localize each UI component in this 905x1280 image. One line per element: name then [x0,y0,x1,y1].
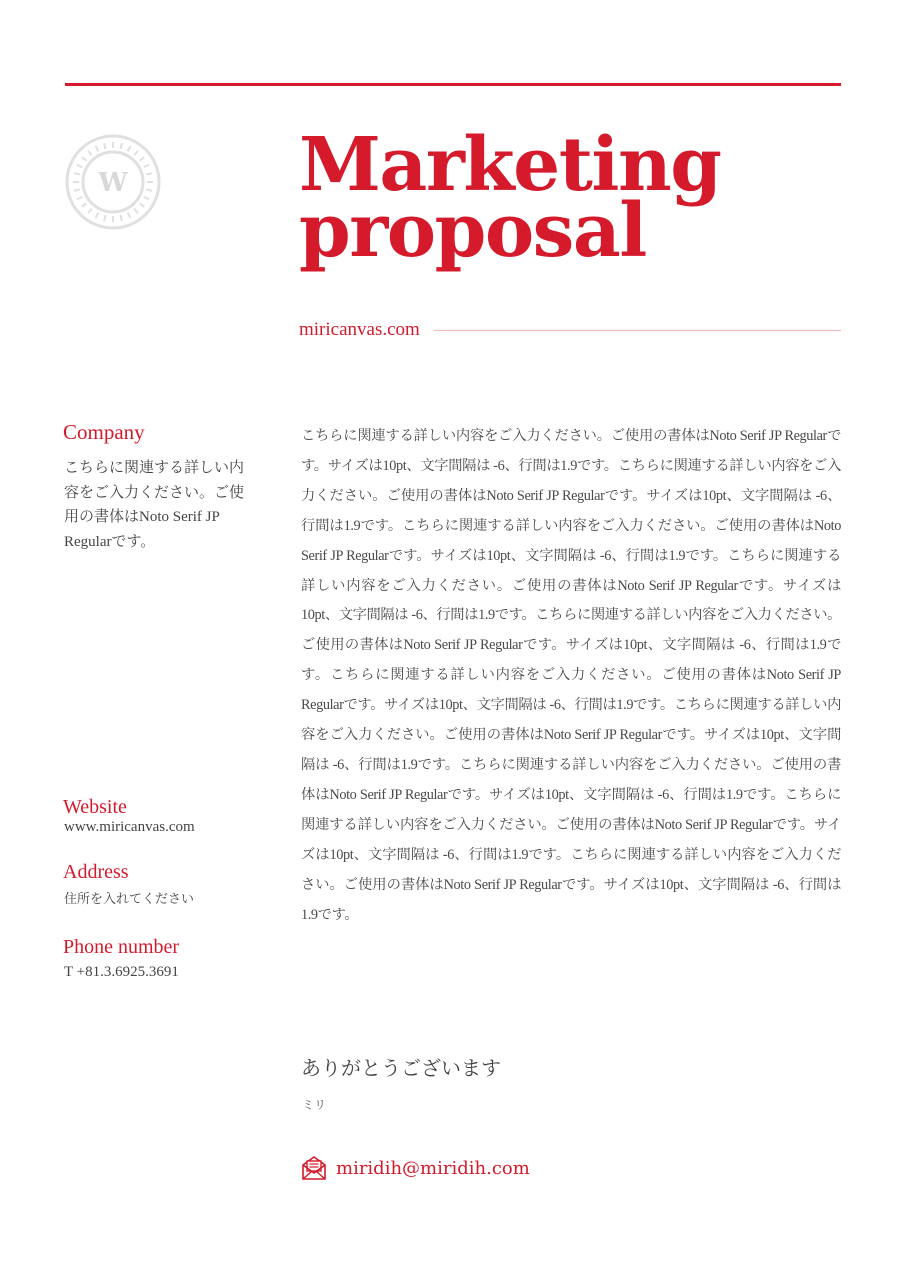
compass-seal-icon [65,134,161,230]
website-row [299,317,841,343]
website-divider [434,330,841,331]
seal-tick [144,165,149,168]
seal-tick [96,213,99,218]
website-link[interactable]: miricanvas.com [299,319,420,340]
seal-tick [82,203,87,207]
seal-tick [104,143,105,149]
seal-tick [77,197,82,200]
phone-heading: Phone number [63,936,180,958]
email-link[interactable]: miridih@miridih.com [336,1157,530,1179]
seal-tick [121,215,122,221]
seal-tick [74,173,80,174]
title-line-2: proposal [299,188,646,274]
page-title [299,122,839,274]
seal-tick [134,209,138,214]
seal-tick [140,203,145,207]
seal-tick [104,215,105,221]
seal-tick [146,173,152,174]
seal-tick [74,190,80,191]
seal-tick [88,209,92,214]
seal-tick [128,213,131,218]
seal-tick [96,146,99,151]
thanks-heading: ありがとうございます [301,1056,501,1080]
address-value: 住所を入れてください [64,892,195,907]
seal-tick [140,157,145,161]
seal-tick [82,157,87,161]
phone-value: T +81.3.6925.3691 [64,964,179,980]
company-heading: Company [63,420,145,444]
email-row[interactable] [300,1154,530,1182]
seal-tick [144,197,149,200]
body-paragraph: こちらに関連する詳しい内容をご入力ください。ご使用の書体はNoto Serif JP Regularです。サイズは10pt、文字間隔は -6、行間は1.9です。こちらに関連する詳しい内容をご入力ください。ご使用の書体はNoto Serif JP Regularです。サイズは10pt、文字間隔は -6、行間は1.9です。こちらに関連する詳しい内容をご入力ください。ご使用の書体はNoto Serif JP Regularです。サイズは10pt、文字間隔は -6、行間は1.9です。こちらに関連する詳しい内容をご入力ください。ご使用の書体はNoto Serif JP Regularです。サイズは10pt、文字間隔は -6、行間は1.9です。こちらに関連する詳しい内容をご入力ください。ご使用の書体はNoto Serif JP Regularです。サイズは10pt、文字間隔は -6、行間は1.9です。こちらに関連する詳しい内容をご入力ください。ご使用の書体はNoto Serif JP Regularです。サイズは10pt、文字間隔は -6、行間は1.9です。こちらに関連する詳しい内容をご入力ください。ご使用の書体はNoto Serif JP Regularです。サイズは10pt、文字間隔は -6、行間は1.9です。こちらに関連する詳しい内容をご入力ください。ご使用の書体はNoto Serif JP Regularです。サイズは10pt、文字間隔は -6、行間は1.9です。こちらに関連する詳しい内容をご入力ください。ご使用の書体はNoto Serif JP Regularです。サイズは10pt、文字間隔は -6、行間は1.9です。こちらに関連する詳しい内容をご入力ください。ご使用の書体はNoto Serif JP Regularです。サイズは10pt、文字間隔は -6、行間は1.9です。 [301,428,842,923]
seal-tick [146,190,152,191]
signer-name: ミリ [302,1098,327,1112]
seal-tick [88,151,92,156]
title-line-1: Marketing [299,122,721,208]
top-rule [65,83,841,86]
company-description: こちらに関連する詳しい内容をご入力ください。ご使用の書体はNoto Serif JP Regularです。 [64,460,245,550]
website-heading: Website [63,796,127,818]
seal-letter: W [98,168,128,198]
envelope-icon [300,1154,328,1182]
seal-tick [121,143,122,149]
address-heading: Address [63,861,129,883]
seal-tick [128,146,131,151]
website-value[interactable]: www.miricanvas.com [64,819,195,835]
seal-tick [77,165,82,168]
seal-tick [134,151,138,156]
